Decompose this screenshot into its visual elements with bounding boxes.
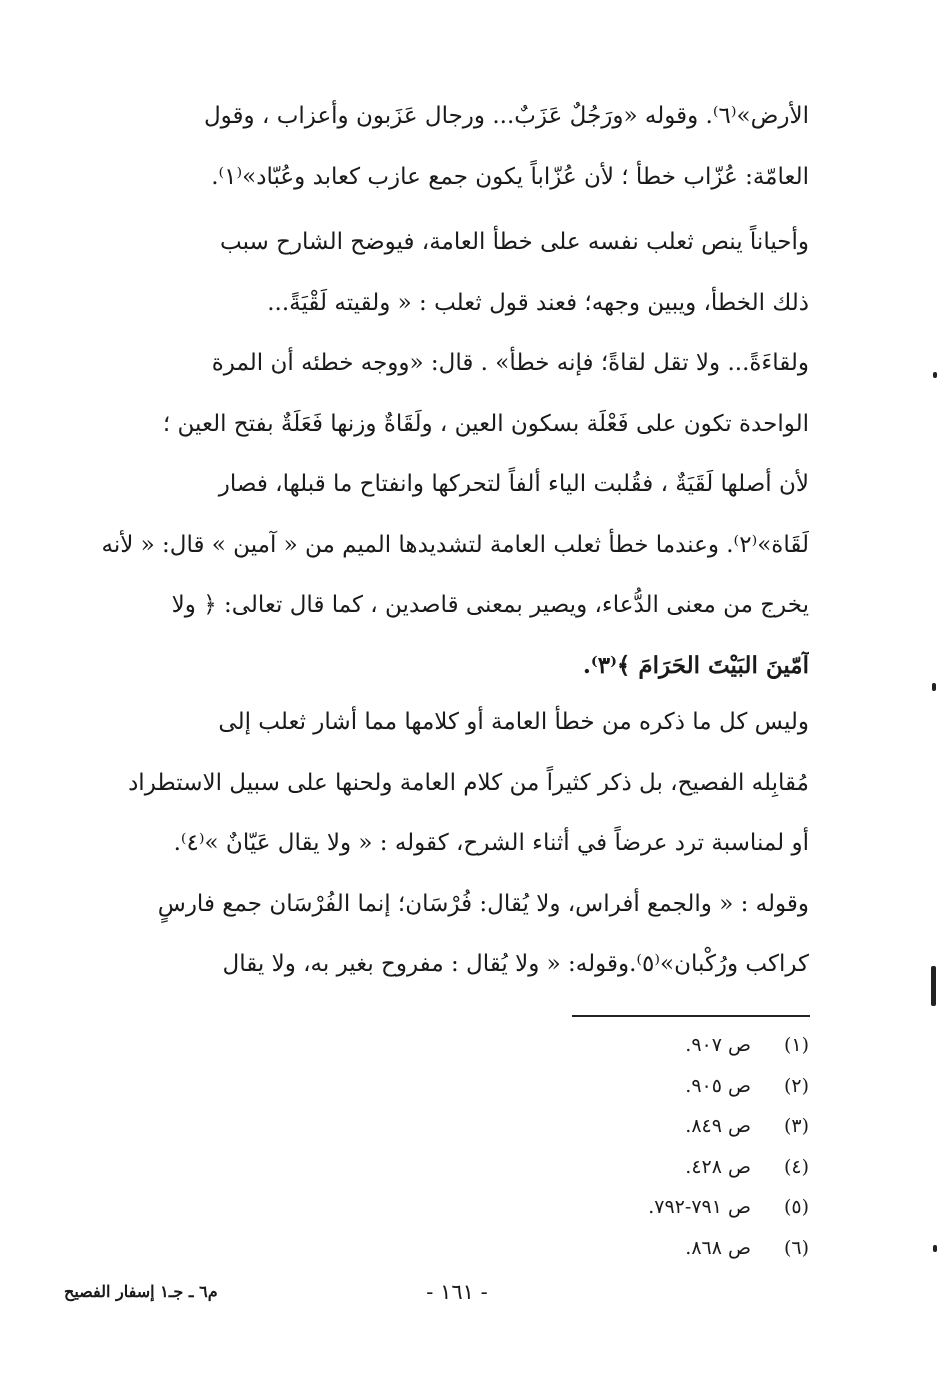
text-line: كراكب ورُكْبان»⁽٥⁾.وقوله: « ولا يُقال : مفروح بغير به، ولا يقال — [222, 951, 809, 977]
text-line: وليس كل ما ذكره من خطأ العامة أو كلامها مما أشار ثعلب إلى — [218, 709, 809, 735]
text-line: ولقاءَةً... ولا تقل لقاةً؛ فإنه خطأ» . قال: «ووجه خطئه أن المرة — [211, 350, 809, 376]
text-line: مُقابِله الفصيح، بل ذكر كثيراً من كلام العامة ولحنها على سبيل الاستطراد — [128, 769, 809, 796]
printer-signature: م٦ ـ جـ١ إسفار الفصيح — [64, 1282, 218, 1301]
scan-edge-mark — [932, 683, 936, 691]
paragraph-1 — [97, 86, 809, 207]
footnote — [479, 1106, 809, 1147]
footnote-reference: ص ٤٢٨. — [685, 1155, 751, 1178]
footnote — [479, 1066, 809, 1107]
quran-verse-line: آمّينَ البَيْتَ الحَرَامَ ﴾⁽٣⁾. — [582, 651, 809, 679]
footnote-reference: ص ٧٩١-٧٩٢. — [648, 1196, 751, 1218]
scan-edge-mark — [933, 372, 937, 378]
footnotes — [479, 1025, 809, 1268]
footnote-reference: ص ٨٤٩. — [685, 1115, 751, 1137]
text-line: لَقَاة»⁽٢⁾. وعندما خطأ ثعلب العامة لتشديدها الميم من « آمين » قال: « لأنه — [101, 531, 809, 558]
text-line: الأرض»⁽٦⁾. وقوله «ورَجُلٌ عَزَبٌ... ورجال عَزَبون وأعزاب ، وقول — [203, 103, 809, 129]
paragraph-2 — [97, 212, 809, 696]
footnote-separator — [572, 1015, 810, 1017]
footnote-number: (٦) — [783, 1236, 809, 1259]
text-line: أو لمناسبة ترد عرضاً في أثناء الشرح، كقوله : « ولا يقال عَيّانٌ »⁽٤⁾. — [173, 830, 809, 856]
footnote-reference: ص ٩٠٥. — [685, 1074, 751, 1097]
scan-edge-mark — [931, 966, 936, 1006]
footnote-reference: ص ٨٦٨. — [685, 1236, 751, 1259]
footnote-number: (٤) — [783, 1155, 809, 1178]
footnote — [479, 1187, 809, 1228]
text-line: يخرج من معنى الدُّعاء، ويصير بمعنى قاصدين ، كما قال تعالى: ﴿ ولا — [171, 592, 809, 618]
footnote-reference: ص ٩٠٧. — [685, 1034, 751, 1056]
text-line: ذلك الخطأ، ويبين وجهه؛ فعند قول ثعلب : « ولقيته لَقْيَةً... — [267, 289, 809, 316]
text-line: العامّة: عُزّاب خطأ ؛ لأن عُزّاباً يكون جمع عازب كعابد وعُبّاد»⁽١⁾. — [211, 163, 809, 190]
footnote-number: (٢) — [783, 1074, 809, 1097]
text-line: وقوله : « والجمع أفراس، ولا يُقال: فُرْسَان؛ إنما الفُرْسَان جمع فارسٍ — [157, 890, 809, 917]
text-line: لأن أصلها لَقَيَةٌ ، فقُلبت الياء ألفاً لتحركها وانفتاح ما قبلها، فصار — [218, 471, 809, 497]
footnote-number: (١) — [783, 1034, 809, 1056]
text-line: وأحياناً ينص ثعلب نفسه على خطأ العامة، فيوضح الشارح سبب — [219, 229, 809, 255]
footnote-number: (٣) — [783, 1115, 809, 1137]
paragraph-3 — [97, 692, 809, 995]
footnote — [479, 1228, 809, 1269]
footnote-number: (٥) — [783, 1196, 809, 1218]
footnote — [479, 1147, 809, 1188]
scan-edge-mark — [933, 1245, 937, 1252]
text-line: الواحدة تكون على فَعْلَة بسكون العين ، ولَقَاةٌ وزنها فَعَلَةٌ بفتح العين ؛ — [162, 410, 809, 437]
footnote — [479, 1025, 809, 1066]
page-number: - ١٦١ - — [426, 1280, 488, 1304]
